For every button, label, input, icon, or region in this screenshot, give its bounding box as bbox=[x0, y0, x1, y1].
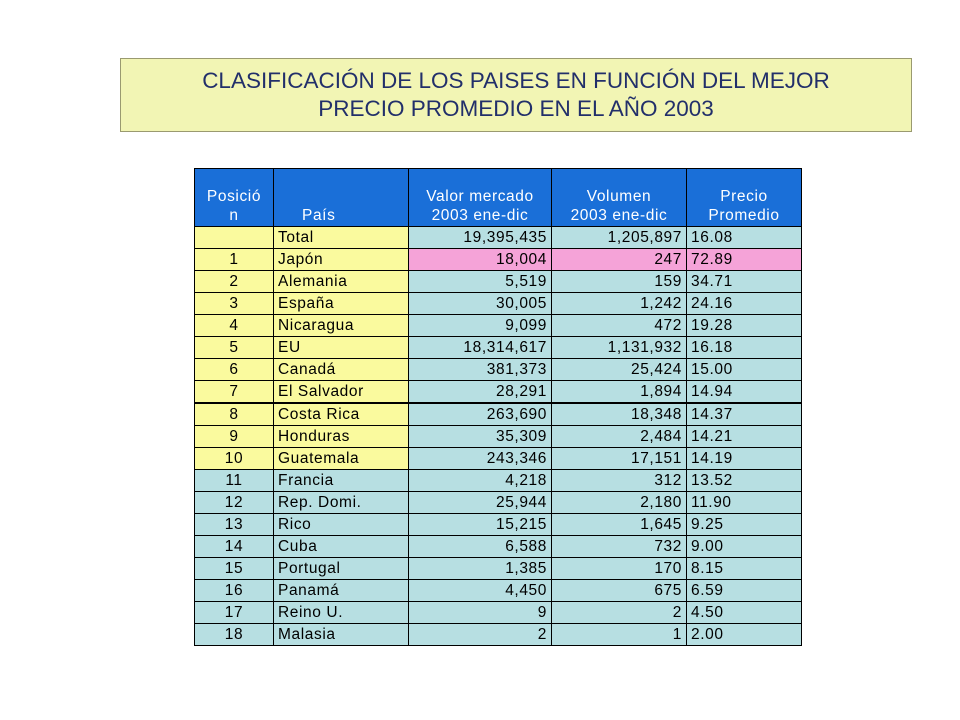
cell-precio: 8.15 bbox=[687, 558, 802, 580]
cell-pais: Rico bbox=[274, 514, 409, 536]
cell-pos: 13 bbox=[195, 514, 274, 536]
cell-pos: 16 bbox=[195, 580, 274, 602]
cell-valor: 28,291 bbox=[409, 381, 552, 404]
header-posicion-line-1: Posició bbox=[206, 188, 262, 205]
cell-volumen: 17,151 bbox=[552, 448, 687, 470]
header-pais-line-1: País bbox=[302, 207, 336, 224]
cell-valor: 30,005 bbox=[409, 293, 552, 315]
cell-pais: Nicaragua bbox=[274, 315, 409, 337]
cell-pos: 4 bbox=[195, 315, 274, 337]
table-row-total bbox=[195, 227, 802, 249]
table-row bbox=[195, 602, 802, 624]
cell-pais: Portugal bbox=[274, 558, 409, 580]
cell-valor: 15,215 bbox=[409, 514, 552, 536]
cell-volumen: 1,131,932 bbox=[552, 337, 687, 359]
table-row bbox=[195, 315, 802, 337]
cell-pos: 6 bbox=[195, 359, 274, 381]
cell-valor: 263,690 bbox=[409, 403, 552, 426]
cell-valor: 25,944 bbox=[409, 492, 552, 514]
cell-pais: EU bbox=[274, 337, 409, 359]
cell-precio: 34.71 bbox=[687, 271, 802, 293]
header-pais bbox=[274, 169, 409, 227]
cell-pais: Honduras bbox=[274, 426, 409, 448]
cell-pais: Canadá bbox=[274, 359, 409, 381]
cell-precio: 4.50 bbox=[687, 602, 802, 624]
cell-pais: Guatemala bbox=[274, 448, 409, 470]
cell-pos: 2 bbox=[195, 271, 274, 293]
cell-pais: Japón bbox=[274, 249, 409, 271]
cell-pos: 3 bbox=[195, 293, 274, 315]
cell-pos: 12 bbox=[195, 492, 274, 514]
cell-precio: 9.00 bbox=[687, 536, 802, 558]
cell-valor: 243,346 bbox=[409, 448, 552, 470]
table-body bbox=[195, 227, 802, 646]
cell-volumen: 18,348 bbox=[552, 403, 687, 426]
cell-pais: Panamá bbox=[274, 580, 409, 602]
header-volumen-line-2: 2003 ene-dic bbox=[570, 207, 668, 224]
cell-precio: 19.28 bbox=[687, 315, 802, 337]
table-row bbox=[195, 448, 802, 470]
cell-volumen: 732 bbox=[552, 536, 687, 558]
cell-pais: Rep. Domi. bbox=[274, 492, 409, 514]
cell-precio: 15.00 bbox=[687, 359, 802, 381]
cell-valor: 35,309 bbox=[409, 426, 552, 448]
cell-precio: 14.94 bbox=[687, 381, 802, 404]
cell-volumen: 675 bbox=[552, 580, 687, 602]
cell-volumen: 25,424 bbox=[552, 359, 687, 381]
header-valor-line-1: Valor mercado bbox=[426, 188, 534, 205]
header-posicion-line-2: n bbox=[229, 207, 239, 224]
cell-valor: 9,099 bbox=[409, 315, 552, 337]
header-precio-line-1: Precio bbox=[720, 188, 768, 205]
cell-valor: 9 bbox=[409, 602, 552, 624]
table-row bbox=[195, 293, 802, 315]
cell-volumen: 1 bbox=[552, 624, 687, 646]
header-precio bbox=[687, 169, 802, 227]
cell-valor: 18,004 bbox=[409, 249, 552, 271]
cell-precio: 14.19 bbox=[687, 448, 802, 470]
cell-precio: 6.59 bbox=[687, 580, 802, 602]
table-row bbox=[195, 249, 802, 271]
cell-pos: 18 bbox=[195, 624, 274, 646]
cell-precio: 11.90 bbox=[687, 492, 802, 514]
cell-pos: 7 bbox=[195, 381, 274, 404]
cell-pais: Total bbox=[274, 227, 409, 249]
header-valor bbox=[409, 169, 552, 227]
cell-valor: 4,218 bbox=[409, 470, 552, 492]
cell-precio: 24.16 bbox=[687, 293, 802, 315]
cell-volumen: 1,205,897 bbox=[552, 227, 687, 249]
cell-pos: 1 bbox=[195, 249, 274, 271]
cell-valor: 19,395,435 bbox=[409, 227, 552, 249]
cell-pos: 9 bbox=[195, 426, 274, 448]
cell-valor: 18,314,617 bbox=[409, 337, 552, 359]
cell-valor: 4,450 bbox=[409, 580, 552, 602]
cell-pais: Costa Rica bbox=[274, 403, 409, 426]
cell-volumen: 2 bbox=[552, 602, 687, 624]
table-row bbox=[195, 558, 802, 580]
header-volumen bbox=[552, 169, 687, 227]
cell-pos: 11 bbox=[195, 470, 274, 492]
table-row bbox=[195, 359, 802, 381]
ranking-table bbox=[194, 168, 802, 646]
cell-pais: Cuba bbox=[274, 536, 409, 558]
cell-pos: 8 bbox=[195, 403, 274, 426]
cell-pos: 10 bbox=[195, 448, 274, 470]
cell-pais: España bbox=[274, 293, 409, 315]
table-row bbox=[195, 514, 802, 536]
header-row bbox=[195, 169, 802, 227]
cell-volumen: 247 bbox=[552, 249, 687, 271]
header-valor-line-2: 2003 ene-dic bbox=[431, 207, 529, 224]
cell-pos: 5 bbox=[195, 337, 274, 359]
table-row bbox=[195, 536, 802, 558]
table-row bbox=[195, 624, 802, 646]
cell-valor: 381,373 bbox=[409, 359, 552, 381]
cell-pos bbox=[195, 227, 274, 249]
title-box bbox=[120, 58, 912, 132]
table-row bbox=[195, 381, 802, 404]
table-row bbox=[195, 271, 802, 293]
title-line-1: CLASIFICACIÓN DE LOS PAISES EN FUNCIÓN DEL MEJOR bbox=[202, 68, 830, 93]
cell-volumen: 159 bbox=[552, 271, 687, 293]
table-row bbox=[195, 426, 802, 448]
table-row bbox=[195, 470, 802, 492]
cell-volumen: 1,894 bbox=[552, 381, 687, 404]
cell-pais: El Salvador bbox=[274, 381, 409, 404]
table-header bbox=[195, 169, 802, 227]
cell-valor: 5,519 bbox=[409, 271, 552, 293]
table-row bbox=[195, 403, 802, 426]
header-precio-line-2: Promedio bbox=[708, 207, 780, 224]
cell-precio: 13.52 bbox=[687, 470, 802, 492]
cell-precio: 2.00 bbox=[687, 624, 802, 646]
cell-pos: 14 bbox=[195, 536, 274, 558]
cell-valor: 2 bbox=[409, 624, 552, 646]
cell-volumen: 170 bbox=[552, 558, 687, 580]
cell-precio: 16.18 bbox=[687, 337, 802, 359]
table-row bbox=[195, 492, 802, 514]
table-row bbox=[195, 337, 802, 359]
cell-pais: Alemania bbox=[274, 271, 409, 293]
cell-valor: 1,385 bbox=[409, 558, 552, 580]
cell-precio: 14.37 bbox=[687, 403, 802, 426]
cell-pos: 15 bbox=[195, 558, 274, 580]
cell-precio: 9.25 bbox=[687, 514, 802, 536]
cell-volumen: 2,484 bbox=[552, 426, 687, 448]
cell-precio: 14.21 bbox=[687, 426, 802, 448]
cell-volumen: 1,242 bbox=[552, 293, 687, 315]
cell-pais: Francia bbox=[274, 470, 409, 492]
cell-volumen: 472 bbox=[552, 315, 687, 337]
cell-volumen: 312 bbox=[552, 470, 687, 492]
header-posicion bbox=[195, 169, 274, 227]
title-line-2: PRECIO PROMEDIO EN EL AÑO 2003 bbox=[318, 96, 714, 121]
table-row bbox=[195, 580, 802, 602]
cell-precio: 16.08 bbox=[687, 227, 802, 249]
cell-pos: 17 bbox=[195, 602, 274, 624]
cell-valor: 6,588 bbox=[409, 536, 552, 558]
cell-volumen: 1,645 bbox=[552, 514, 687, 536]
header-volumen-line-1: Volumen bbox=[586, 188, 652, 205]
cell-pais: Reino U. bbox=[274, 602, 409, 624]
cell-precio: 72.89 bbox=[687, 249, 802, 271]
cell-volumen: 2,180 bbox=[552, 492, 687, 514]
cell-pais: Malasia bbox=[274, 624, 409, 646]
